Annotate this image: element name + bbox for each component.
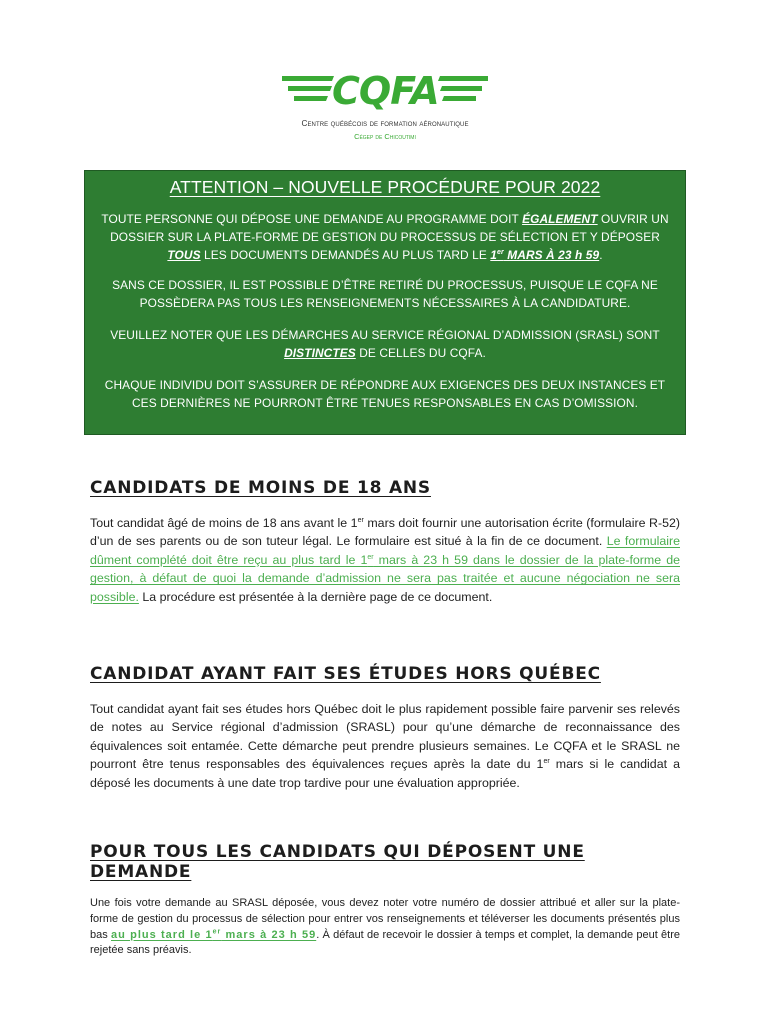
banner-p1-text-c: LES DOCUMENTS DEMANDÉS AU PLUS TARD LE: [200, 248, 491, 262]
outside-quebec-text-b: mars si le candidat a déposé les documents à une date trop tardive pour une évaluation appropriée.: [90, 757, 681, 790]
banner-p1-deadline-rest: MARS À 23 h 59: [503, 248, 600, 262]
banner-paragraph-2: SANS CE DOSSIER, IL EST POSSIBLE D’ÊTRE RETIRÉ DU PROCESSUS, PUISQUE LE CQFA NE POSSÈDERA PAS TOUS LES RENSEIGNEMENTS NÉCESSAIRES À LA CANDIDATURE.: [112, 278, 658, 310]
banner-p1-deadline-day: 1: [490, 248, 498, 262]
section-under-18: [90, 478, 680, 606]
section-heading-all-candidates: POUR TOUS LES CANDIDATS QUI DÉPOSENT UNE DEMANDE: [90, 842, 585, 882]
outside-quebec-sup: er: [543, 758, 550, 766]
under-18-link-text-a: Le formulaire dûment complété doit être reçu au plus tard le 1: [90, 534, 680, 567]
banner-p1-emphasis-egalement: ÉGALEMENT: [522, 212, 598, 226]
section-all-candidates-paragraph: [90, 896, 680, 959]
all-candidates-text-a: Une fois votre demande au SRASL déposée, vous devez noter votre numéro de dossier attribué et aller sur la plate-forme de gestion du processus de sélection pour entrer vos renseignements et téléverser les documents présentés plus bas: [90, 897, 680, 941]
outside-quebec-text-a: Tout candidat ayant fait ses études hors Québec doit le plus rapidement possible faire parvenir ses relevés de notes au Service régional d’admission (SRASL) pour qu’une démarche de reconnaissance des équivalences soit entamée. Cette démarche peut prendre plusieurs semaines. Le CQFA et le SRASL ne pourront être tenus responsables des équivalences reçues après la date du 1: [90, 702, 680, 772]
section-outside-quebec-paragraph: [90, 700, 680, 792]
all-candidates-deadline-link[interactable]: [111, 929, 316, 941]
banner-paragraph-1: [85, 210, 685, 264]
section-under-18-paragraph: [90, 514, 680, 606]
banner-title: ATTENTION – NOUVELLE PROCÉDURE POUR 2022: [169, 177, 601, 197]
all-candidates-link-sup: er: [212, 927, 222, 935]
under-18-text-b: mars doit fournir une autorisation écrite (formulaire R-52) d’un de ses parents ou de son tuteur légal. Le formulaire est situé à la fin de ce document.: [90, 516, 680, 549]
under-18-sup-a: er: [357, 516, 364, 524]
banner-p1-text-b: OUVRIR UN DOSSIER SUR LA PLATE-FORME DE GESTION DU PROCESSUS DE SÉLECTION ET Y DÉPOSER: [110, 212, 669, 244]
section-outside-quebec: [90, 664, 680, 792]
section-heading-outside-quebec: CANDIDAT AYANT FAIT SES ÉTUDES HORS QUÉBEC: [90, 664, 601, 684]
attention-banner: [84, 170, 686, 435]
section-heading-under-18: CANDIDATS DE MOINS DE 18 ANS: [90, 478, 431, 498]
banner-p1-deadline-sup: er: [497, 249, 504, 257]
all-candidates-link-text-a: au plus tard le 1: [111, 928, 213, 941]
banner-p1-emphasis-tous: TOUS: [167, 248, 201, 262]
banner-p1-text-d: .: [599, 248, 603, 262]
banner-p3-emphasis-distinctes: DISTINCTES: [284, 346, 356, 360]
under-18-text-c: La procédure est présentée à la dernière page de ce document.: [138, 589, 493, 604]
banner-paragraph-3: [85, 326, 685, 362]
under-18-link-sup: er: [367, 553, 374, 561]
logo-subtitle: Centre québécois de formation aéronautique: [301, 119, 469, 128]
banner-p3-text-a: VEUILLEZ NOTER QUE LES DÉMARCHES AU SERVICE RÉGIONAL D’ADMISSION (SRASL) SONT: [110, 328, 660, 342]
under-18-link-text-b: mars à 23 h 59 dans le dossier de la plate-forme de gestion, à défaut de quoi la demande d’admission ne sera pas traitée et aucune négociation ne sera possible.: [90, 552, 680, 604]
banner-p1-text-a: TOUTE PERSONNE QUI DÉPOSE UNE DEMANDE AU PROGRAMME DOIT: [101, 212, 523, 226]
under-18-text-a: Tout candidat âgé de moins de 18 ans avant le 1: [90, 516, 358, 530]
banner-paragraph-4: CHAQUE INDIVIDU DOIT S’ASSURER DE RÉPONDRE AUX EXIGENCES DES DEUX INSTANCES ET CES DERNIÈRES NE POURRONT ÊTRE TENUES RESPONSABLES EN CAS D’OMISSION.: [104, 378, 666, 410]
banner-p1-deadline: [490, 248, 599, 262]
logo-college: Cégep de Chicoutimi: [354, 132, 416, 141]
logo-wordmark: CQFA: [332, 69, 439, 113]
cqfa-logo: [282, 69, 492, 144]
banner-p3-text-b: DE CELLES DU CQFA.: [355, 346, 486, 360]
section-all-candidates: [90, 842, 680, 959]
all-candidates-text-b: . À défaut de recevoir le dossier à temps et complet, la demande peut être rejetée sans préavis.: [90, 928, 680, 957]
all-candidates-link-text-b: mars à 23 h 59: [221, 928, 317, 941]
